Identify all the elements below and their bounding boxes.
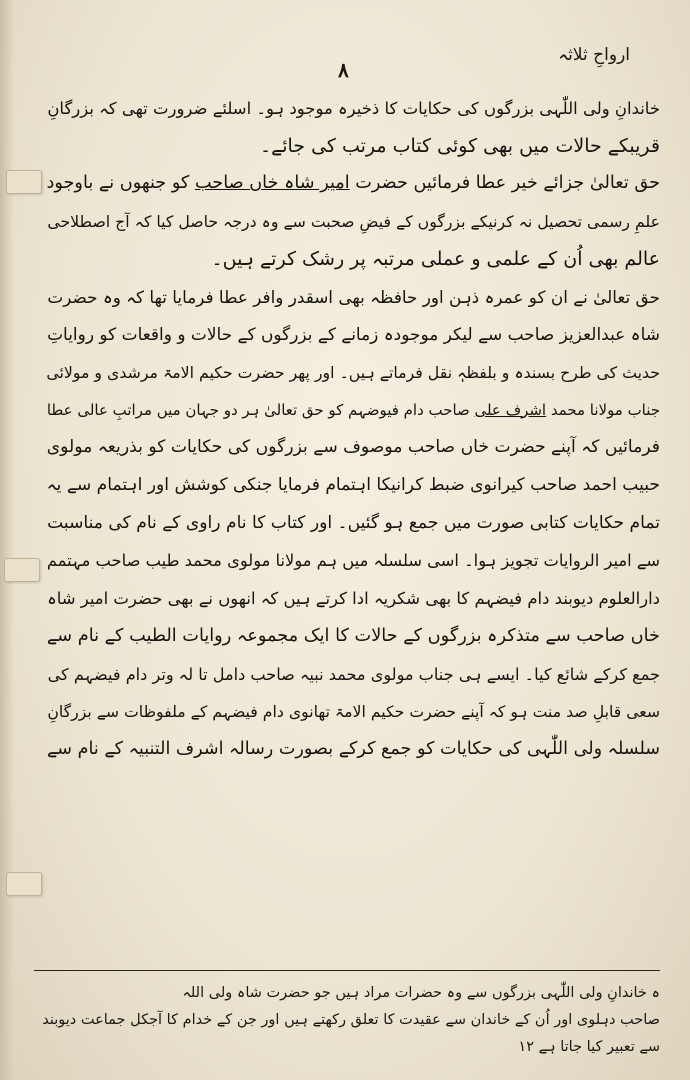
body-line: حدیث کی طرح بسندہ و بلفظہٖ نقل فرماتے ہیں۔ اور پھر حضرت حکیم الامۃ مرشدی و مولائی	[46, 362, 660, 382]
body-line: جمع کرکے شائع کیا۔ ایسے ہی جناب مولوی محمد نبیہ صاحب دامل تا لہ وتر دام فیضہم کی	[47, 664, 660, 684]
page-tab-lower	[6, 872, 42, 896]
body-line: خاں صاحب سے متذکرہ بزرگوں کے حالات کا ایک مجموعہ روایات الطیب کے نام سے	[46, 625, 660, 646]
body-line: عالم بھی اُن کے علمی و عملی مرتبہ پر رشک کرتے ہیں۔	[211, 247, 660, 270]
underlined-name: امیر شاہ خاں صاحب	[194, 173, 350, 194]
footnote-line: سے تعبیر کیا جاتا ہے ۱۲	[518, 1039, 660, 1055]
footnote-line: ہ خاندانِ ولی اللّٰہی بزرگوں سے وہ حضرات مراد ہیں جو حضرت شاہ ولی اللہ	[182, 985, 660, 1001]
body-line: دارالعلوم دیوبند دام فیضہم کا بھی شکریہ ادا کرتے ہیں کہ انھوں نے بھی حضرت امیر شاہ	[47, 589, 660, 609]
page-number: ۸	[338, 58, 349, 82]
body-text	[34, 90, 660, 769]
body-line: حبیب احمد صاحب کیرانوی ضبط کرانیکا اہتمام فرمایا جنکی کوشش اور اہتمام سے یہ	[46, 475, 660, 496]
running-head: ارواحِ ثلاثہ	[558, 45, 630, 65]
body-line: فرمائیں کہ آپنے حضرت خاں صاحب موصوف سے بزرگوں کی حکایات کو بذریعہ مولوی	[46, 437, 660, 458]
body-line: حق تعالیٰ نے ان کو عمرہ ذہن اور حافظہ بھی اسقدر وافر عطا فرمایا تھا کہ وہ حضرت	[47, 286, 660, 307]
body-line: حق تعالیٰ جزائے خیر عطا فرمائیں حضرت امیر شاہ خاں صاحب کو جنھوں نے باوجود	[46, 173, 660, 194]
footnote	[40, 980, 660, 1061]
body-line: تمام حکایات کتابی صورت میں جمع ہو گئیں۔ اور کتاب کا نام راوی کے نام کی مناسبت	[47, 512, 660, 533]
body-line: علمِ رسمی تحصیل نہ کرنیکے بزرگوں کے فیضِ صحبت سے وہ درجہ حاصل کیا کہ آج اصطلاحی	[47, 212, 660, 232]
body-line: جناب مولانا محمد اشرف علی صاحب دام فیوضہم کو حق تعالیٰ ہر دو جہان میں مراتبِ عالی عطا	[46, 400, 660, 419]
body-line: سعی قابلِ صد منت ہو کہ آپنے حضرت حکیم الامۃ تھانوی دام فیضہم کے ملفوظات سے بزرگانِ	[47, 702, 660, 722]
body-line: سے امیر الروایات تجویز ہوا۔ اسی سلسلہ میں ہم مولانا مولوی محمد طیب صاحب مہتمم	[46, 551, 660, 571]
body-line: خاندانِ ولی اللّٰہی بزرگوں کی حکایات کا ذخیرہ موجود ہو۔ اسلئے ضرورت تھی کہ بزرگانِ	[47, 99, 660, 118]
body-line: شاہ عبدالعزیز صاحب سے لیکر موجودہ زمانے کے بزرگوں کے حالات و واقعات کو روایاتِ	[47, 324, 660, 345]
footnote-divider	[34, 970, 660, 971]
body-line: سلسلہ ولی اللّٰہی کی حکایات کو جمع کرکے بصورت رسالہ اشرف التنبیہ کے نام سے	[47, 738, 660, 759]
body-line: قریبکے حالات میں بھی کوئی کتاب مرتب کی جائے۔	[259, 134, 660, 157]
underlined-name: اشرف علی	[474, 400, 547, 419]
footnote-line: صاحب دہلوی اور اُن کے خاندان سے عقیدت کا تعلق رکھتے ہیں اور جن کے خدام کا آجکل جماعت دیوبند	[42, 1012, 660, 1028]
